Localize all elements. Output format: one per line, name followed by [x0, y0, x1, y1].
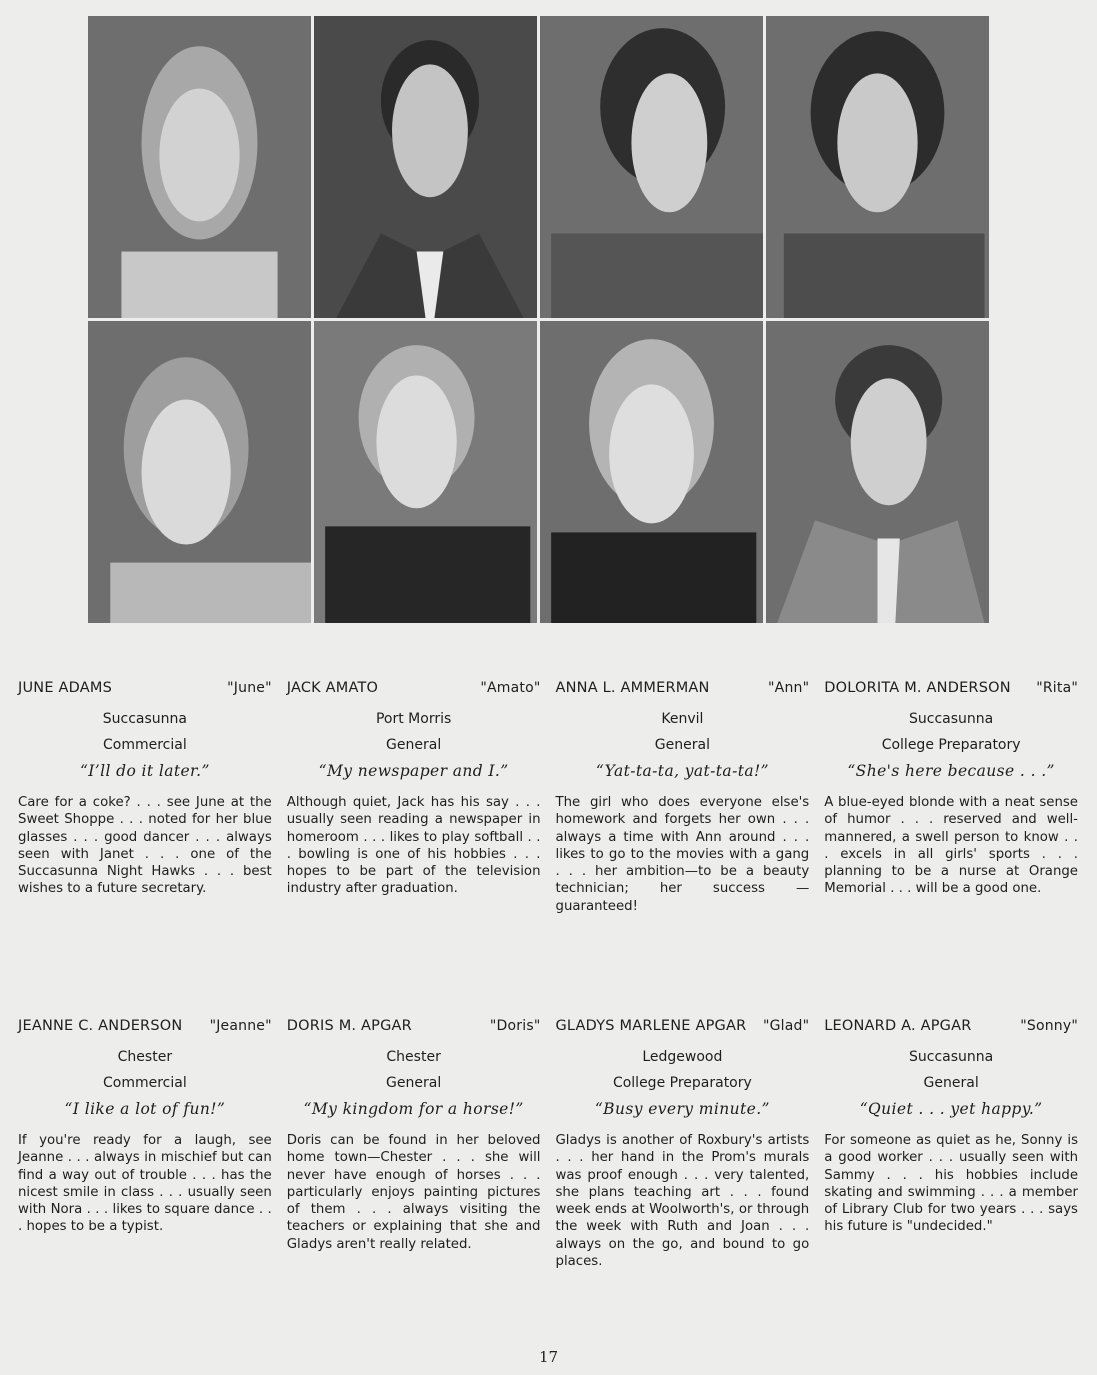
student-name: ANNA L. AMMERMAN: [555, 680, 710, 696]
student-nickname: "Ann": [768, 680, 810, 696]
student-nickname: "Glad": [762, 1018, 810, 1034]
student-bio: If you're ready for a laugh, see Jeanne . . . always in mischief but can find a way out of trouble . . . has the nicest smile in class . . . usually seen with Nora . . . likes to square dance . . . hopes to be a typist.: [18, 1133, 272, 1235]
student-entry: [287, 1018, 541, 1270]
student-bio: Although quiet, Jack has his say . . . usually seen reading a newspaper in homeroom . . . likes to play softball . . . bowling is one of his hobbies . . . hopes to be part of the television industry after graduation.: [286, 795, 541, 897]
student-nickname: "Jeanne": [209, 1018, 272, 1034]
student-bio: Care for a coke? . . . see June at the Sweet Shoppe . . . noted for her blue glasses . . . good dancer . . . always seen with Janet . . . one of the Succasunna Night Hawks . . . best wishes to a future secretary.: [18, 795, 272, 897]
student-name: JACK AMATO: [286, 680, 379, 696]
student-town: Chester: [386, 1049, 441, 1065]
student-course: College Preparatory: [612, 1075, 752, 1091]
student-course: General: [386, 1075, 442, 1091]
portrait-photo: [766, 321, 989, 623]
student-town: Port Morris: [375, 711, 452, 727]
student-bio: For someone as quiet as he, Sonny is a good worker . . . usually seen with Sammy . . . his hobbies include skating and swimming . . . a member of Library Club for two years . . . says his future is "undecided.": [824, 1133, 1078, 1235]
student-course: College Preparatory: [881, 737, 1021, 753]
student-nickname: "June": [227, 680, 272, 696]
student-nickname: "Sonny": [1020, 1018, 1078, 1034]
student-motto: “Busy every minute.”: [594, 1100, 770, 1118]
student-nickname: "Rita": [1036, 680, 1078, 696]
student-town: Kenvil: [661, 711, 704, 727]
portrait-photo: [314, 16, 537, 318]
student-motto: “Quiet . . . yet happy.”: [859, 1100, 1043, 1118]
portrait-photo: [540, 16, 763, 318]
student-name: JUNE ADAMS: [18, 680, 112, 696]
student-motto: “I like a lot of fun!”: [64, 1100, 226, 1118]
page-number: 17: [538, 1348, 559, 1366]
student-entry: [18, 680, 272, 915]
student-name: GLADYS MARLENE APGAR: [555, 1018, 747, 1034]
portrait-photo: [314, 321, 537, 623]
portrait-photo: [88, 321, 311, 623]
student-name: JEANNE C. ANDERSON: [18, 1018, 183, 1034]
student-nickname: "Doris": [489, 1018, 541, 1034]
student-motto: “I’ll do it later.”: [79, 762, 210, 780]
student-name: DOLORITA M. ANDERSON: [824, 680, 1011, 696]
student-nickname: "Amato": [480, 680, 541, 696]
student-entry: [556, 1018, 810, 1270]
portrait-grid: [88, 16, 989, 623]
student-motto: “Yat-ta-ta, yat-ta-ta!”: [595, 762, 769, 780]
student-town: Succasunna: [909, 711, 994, 727]
portrait-photo: [766, 16, 989, 318]
student-bio: Doris can be found in her beloved home town—Chester . . . she will never have enough of horses . . . particularly enjoys painting pictures of them . . . always visiting the teachers or explaining that she and Gladys aren't really related.: [286, 1133, 541, 1252]
student-entry: [287, 680, 541, 915]
student-motto: “My newspaper and I.”: [318, 762, 509, 780]
student-course: Commercial: [103, 737, 187, 753]
student-course: General: [654, 737, 710, 753]
student-entry: [556, 680, 810, 915]
student-bio: The girl who does everyone else's homework and forgets her own . . . always a time with Ann around . . . likes to go to the movies with a gang . . . her ambition—to be a beauty technician; her success — guaranteed!: [555, 795, 810, 914]
student-bio: A blue-eyed blonde with a neat sense of humor . . . reserved and well-mannered, a swell person to know . . . excels in all girls' sports . . . planning to be a nurse at Orange Memorial . . . will be a good one.: [824, 795, 1078, 897]
student-course: General: [386, 737, 442, 753]
student-entry: [18, 1018, 272, 1270]
student-entry: [824, 1018, 1078, 1270]
student-town: Succasunna: [909, 1049, 994, 1065]
student-name: LEONARD A. APGAR: [824, 1018, 972, 1034]
student-town: Ledgewood: [642, 1049, 723, 1065]
student-course: Commercial: [103, 1075, 187, 1091]
student-entry: [824, 680, 1078, 915]
student-motto: “She's here because . . .”: [847, 762, 1055, 780]
portrait-photo: [540, 321, 763, 623]
student-town: Chester: [117, 1049, 173, 1065]
student-motto: “My kingdom for a horse!”: [303, 1100, 524, 1118]
student-bio: Gladys is another of Roxbury's artists . . . her hand in the Prom's murals was proof enough . . . very talented, she plans teaching art . . . found week ends at Woolworth's, or through the week with Ruth and Joan . . . always on the go, and bound to go places.: [555, 1133, 810, 1270]
student-name: DORIS M. APGAR: [286, 1018, 412, 1034]
student-course: General: [923, 1075, 979, 1091]
student-town: Succasunna: [102, 711, 187, 727]
portrait-photo: [88, 16, 311, 318]
